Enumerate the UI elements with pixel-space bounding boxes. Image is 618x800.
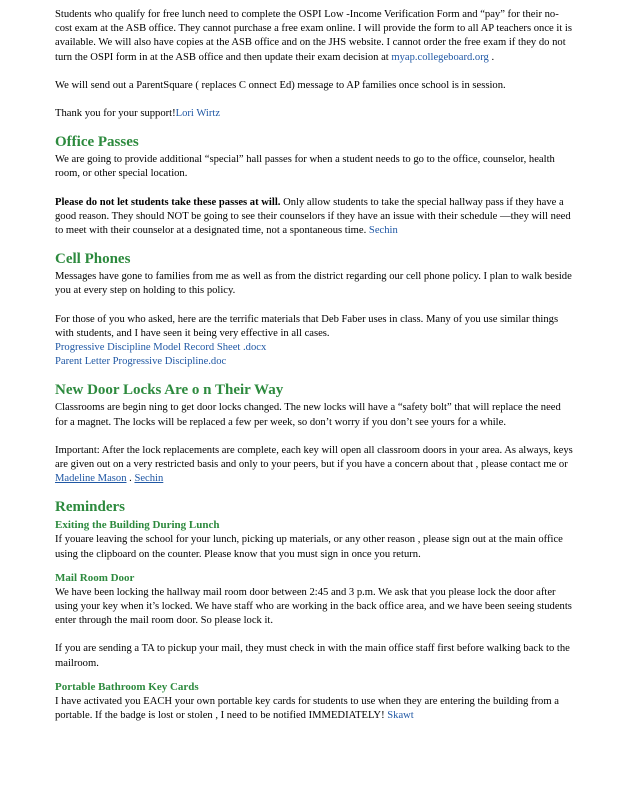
bathroom-key-paragraph [55,695,575,723]
intro-paragraph-ap-exam [55,8,575,65]
thank-you-paragraph [55,107,575,121]
madeline-mason-link[interactable]: Madeline Mason [55,473,127,485]
office-passes-heading: Office Passes [55,134,139,151]
intro-text-end: . [488,51,495,63]
sechin-link-2[interactable]: Sechin [134,473,164,485]
office-passes-paragraph: We are going to provide additional “special” hall passes for when a student needs to go to the office, counselor, health room, or other special location. [55,154,555,180]
cell-phones-paragraph: Messages have gone to families from me as well as from the district regarding our cell phone policy. I plan to walk beside you at every step on holding to this policy. [55,271,572,297]
office-passes-warning-bold: Please do not let students take these passes at will. [55,196,281,208]
reminders-heading: Reminders [55,499,125,516]
materials-paragraph: For those of you who asked, here are the terrific materials that Deb Faber uses in class. Many of you use similar things with students, and I have seen it being very effective in all cases. [55,313,559,339]
sechin-link[interactable]: Sechin [368,225,398,237]
skawt-link[interactable]: Skawt [387,710,414,722]
office-passes-warning-paragraph [55,196,575,239]
mail-room-paragraph: We have been locking the hallway mail room door between 2:45 and 3 p.m. We ask that you please lock the door after using your key when it’s locked. We have staff who are working in the back office area, and we have been seeing students enter through the mail room door. So please lock it. [55,586,572,627]
intro-text: Students who qualify for free lunch need to complete the OSPI Low -Income Verification Form and “pay” for their no-cost exam at the ASB office. They cannot purchase a free exam online. I will provide the form to all AP teachers once it is available. We will also have copies at the ASB office and on the JHS website. I cannot order the free exam if they do not turn the OSPI form in at the ASB office and then update their exam decision at [55,9,572,63]
record-sheet-link[interactable]: Progressive Discipline Model Record Sheet .docx [55,342,267,354]
collegeboard-link[interactable]: myap.collegeboard.org [391,51,489,63]
keys-text: Important: After the lock replacements are complete, each key will open all classroom doors in your area. As always, keys are given out on a very restricted basis and only to your peers, but if you have a concern about that , please contact me or [55,444,573,471]
link-separator: . [126,473,135,485]
door-locks-paragraph: Classrooms are begin ning to get door locks changed. The new locks will have a “safety bolt” that will replace the need for a magnet. The locks will be replaced a few per week, so don’t worry if you don’t see yours for a while. [55,402,561,428]
ta-mail-paragraph: If you are sending a TA to pickup your mail, they must check in with the main office staff first before walking back to the mailroom. [55,643,570,669]
mail-room-subheading: Mail Room Door [55,571,135,584]
document-page [55,8,575,723]
office-passes-warning-text: Only allow students to take the special hallway pass if they have a good reason. They should NOT be going to see their counselors if they have an issue with their schedule —they will need to meet with their counselor at a designated time, not a spontaneous time. [55,196,571,237]
bathroom-key-subheading: Portable Bathroom Key Cards [55,680,199,693]
parentsquare-paragraph: We will send out a ParentSquare ( replaces C onnect Ed) message to AP families once school is in session. [55,79,506,91]
lori-wirtz-link[interactable]: Lori Wirtz [175,108,221,120]
keys-paragraph [55,444,575,487]
cell-phones-heading: Cell Phones [55,251,131,268]
door-locks-heading: New Door Locks Are o n Their Way [55,382,284,399]
parent-letter-link[interactable]: Parent Letter Progressive Discipline.doc [55,356,227,368]
bathroom-key-text: I have activated you EACH your own portable key cards for students to use when they are entering the building from a portable. If the badge is lost or stolen , I need to be notified IMMEDIATELY! [55,695,559,722]
thank-you-text: Thank you for your support! [55,108,176,120]
lunch-subheading: Exiting the Building During Lunch [55,519,220,532]
lunch-paragraph: If youare leaving the school for your lunch, picking up materials, or any other reason , please sign out at the main office using the clipboard on the counter. Please know that you must sign in once you return. [55,534,563,560]
